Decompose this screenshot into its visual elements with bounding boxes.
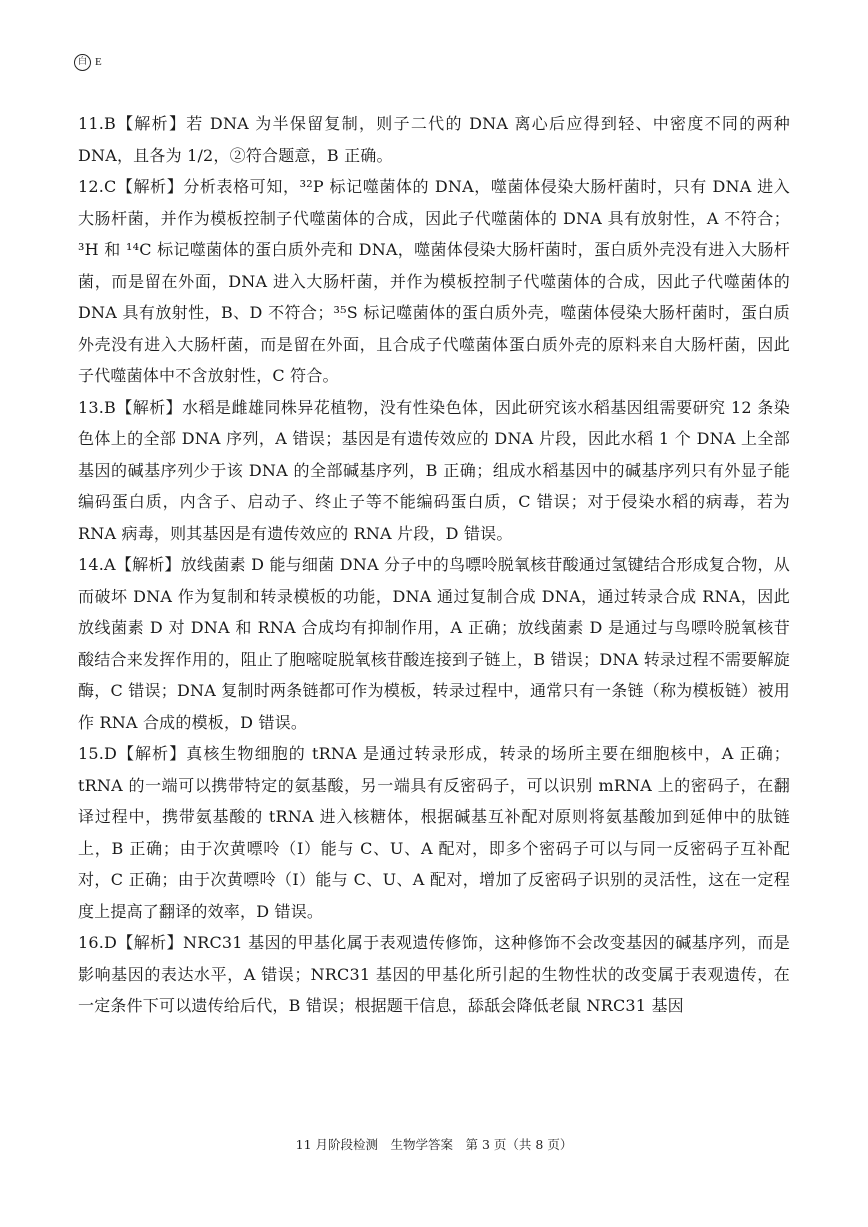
answer-item-11: 11.B【解析】若 DNA 为半保留复制，则子二代的 DNA 离心后应得到轻、中密度不同的两种 DNA，且各为 1/2，②符合题意，B 正确。 [78,114,790,165]
answer-item-14: 14.A【解析】放线菌素 D 能与细菌 DNA 分子中的鸟嘌呤脱氧核苷酸通过氢键结合形成复合物，从而破坏 DNA 作为复制和转录模板的功能，DNA 通过复制合成 DNA，通过转录合成 RNA，因此放线菌素 D 对 DNA 和 RNA 合成均有抑制作用，A 正确；放线菌素 D 是通过与鸟嘌呤脱氧核苷酸结合来发挥作用的，阻止了胞嘧啶脱氧核苷酸连接到子链上，B 错误；DNA 转录过程不需要解旋酶，C 错误；DNA 复制时两条链都可作为模板，转录过程中，通常只有一条链（称为模板链）被用作 RNA 合成的模板，D 错误。 [78,555,790,732]
logo-circle-icon: 白 [74,54,91,71]
answer-item-13: 13.B【解析】水稻是雌雄同株异花植物，没有性染色体，因此研究该水稻基因组需要研究 12 条染色体上的全部 DNA 序列，A 错误；基因是有遗传效应的 DNA 片段，因此水稻 1 个 DNA 上全部基因的碱基序列少于该 DNA 的全部碱基序列，B 正确；组成水稻基因中的碱基序列只有外显子能编码蛋白质，内含子、启动子、终止子等不能编码蛋白质，C 错误；对于侵染水稻的病毒，若为 RNA 病毒，则其基因是有遗传效应的 RNA 片段，D 错误。 [78,397,790,543]
publisher-logo [74,52,102,72]
answer-item-12: 12.C【解析】分析表格可知，³²P 标记噬菌体的 DNA，噬菌体侵染大肠杆菌时，只有 DNA 进入大肠杆菌，并作为模板控制子代噬菌体的合成，因此子代噬菌体的 DNA 具有放射性，A 不符合；³H 和 ¹⁴C 标记噬菌体的蛋白质外壳和 DNA，噬菌体侵染大肠杆菌时，蛋白质外壳没有进入大肠杆菌，而是留在外面，DNA 进入大肠杆菌，并作为模板控制子代噬菌体的合成，因此子代噬菌体的 DNA 具有放射性，B、D 不符合；³⁵S 标记噬菌体的蛋白质外壳，噬菌体侵染大肠杆菌时，蛋白质外壳没有进入大肠杆菌，而是留在外面，且合成子代噬菌体蛋白质外壳的原料来自大肠杆菌，因此子代噬菌体中不含放射性，C 符合。 [78,177,790,385]
logo-letter: E [95,56,102,68]
answer-content [78,108,790,1022]
answer-item-16: 16.D【解析】NRC31 基因的甲基化属于表观遗传修饰，这种修饰不会改变基因的碱基序列，而是影响基因的表达水平，A 错误；NRC31 基因的甲基化所引起的生物性状的改变属于表观遗传，在一定条件下可以遗传给后代，B 错误；根据题干信息，舔舐会降低老鼠 NRC31 基因 [78,933,790,1015]
page-footer: 11 月阶段检测 生物学答案 第 3 页（共 8 页） [295,1137,573,1152]
answer-item-15: 15.D【解析】真核生物细胞的 tRNA 是通过转录形成，转录的场所主要在细胞核中，A 正确；tRNA 的一端可以携带特定的氨基酸，另一端具有反密码子，可以识别 mRNA 上的密码子，在翻译过程中，携带氨基酸的 tRNA 进入核糖体，根据碱基互补配对原则将氨基酸加到延伸中的肽链上，B 正确；由于次黄嘌呤（I）能与 C、U、A 配对，即多个密码子可以与同一反密码子互补配对，C 正确；由于次黄嘌呤（I）能与 C、U、A 配对，增加了反密码子识别的灵活性，这在一定程度上提高了翻译的效率，D 错误。 [78,744,790,921]
